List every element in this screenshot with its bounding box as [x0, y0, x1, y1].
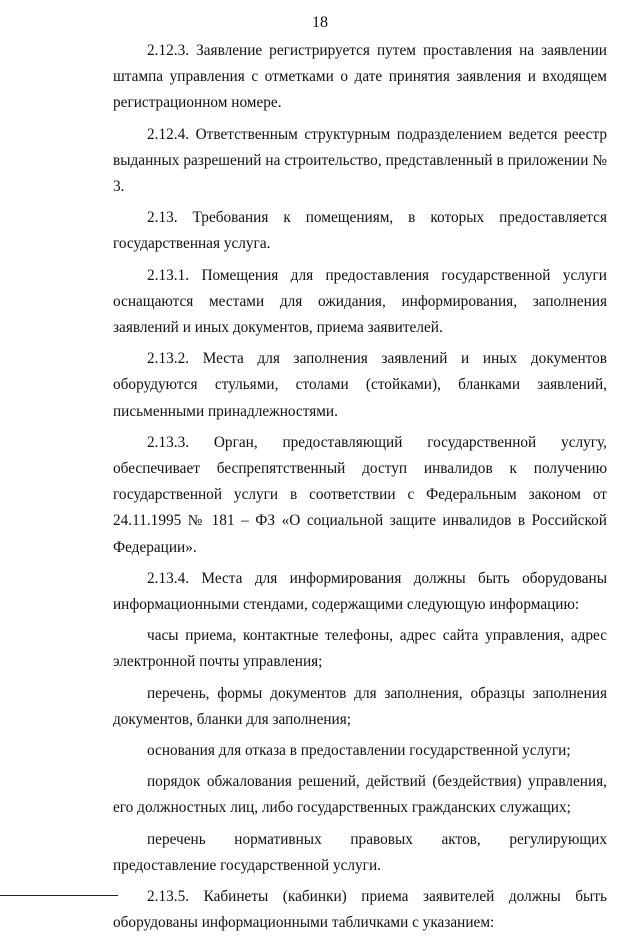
- list-item-hours: часы приема, контактные телефоны, адрес сайта управления, адрес электронной почты управления;: [113, 627, 607, 671]
- footnote-divider: [0, 895, 118, 896]
- list-item-appeal-procedure: порядок обжалования решений, действий (бездействия) управления, его должностных лиц, либо государственных гражданских служащих;: [113, 773, 607, 817]
- paragraph-2-13-1: 2.13.1. Помещения для предоставления государственной услуги оснащаются местами для ожидания, информирования, заполнения заявлений и иных документов, приема заявителей.: [113, 266, 607, 337]
- page-number: 18: [312, 14, 328, 31]
- paragraph-2-12-3: 2.12.3. Заявление регистрируется путем проставления на заявлении штампа управления с отметками о дате принятия заявления и входящем регистрационном номере.: [113, 42, 607, 112]
- paragraph-2-13-4: 2.13.4. Места для информирования должны быть оборудованы информационными стендами, содержащими следующую информацию:: [113, 569, 607, 614]
- list-item-refusal-grounds: основания для отказа в предоставлении государственной услуги;: [147, 742, 571, 760]
- paragraph-2-13-2: 2.13.2. Места для заполнения заявлений и иных документов оборудуются стульями, столами (стойками), бланками заявлений, письменными принадлежностями.: [113, 350, 607, 420]
- document-body: [113, 38, 607, 942]
- paragraph-2-13: 2.13. Требования к помещениям, в которых предоставляется государственная услуга.: [113, 209, 607, 253]
- list-item-legal-acts: перечень нормативных правовых актов, регулирующих предоставление государственной услуги.: [113, 830, 607, 874]
- paragraph-2-12-4: 2.12.4. Ответственным структурным подразделением ведется реестр выданных разрешений на строительство, представленный в приложении № 3.: [113, 125, 607, 196]
- paragraph-2-13-3: 2.13.3. Орган, предоставляющий государственной услугу, обеспечивает беспрепятственный доступ инвалидов к получению государственной услуги в соответствии с Федеральным законом от 24.11.1995 № 181 – ФЗ «О социальной защите инвалидов в Российской Федерации».: [113, 433, 607, 556]
- paragraph-2-13-5: 2.13.5. Кабинеты (кабинки) приема заявителей должны быть оборудованы информационными табличками с указанием:: [113, 888, 607, 932]
- list-item-forms: перечень, формы документов для заполнения, образцы заполнения документов, бланки для заполнения;: [113, 684, 607, 728]
